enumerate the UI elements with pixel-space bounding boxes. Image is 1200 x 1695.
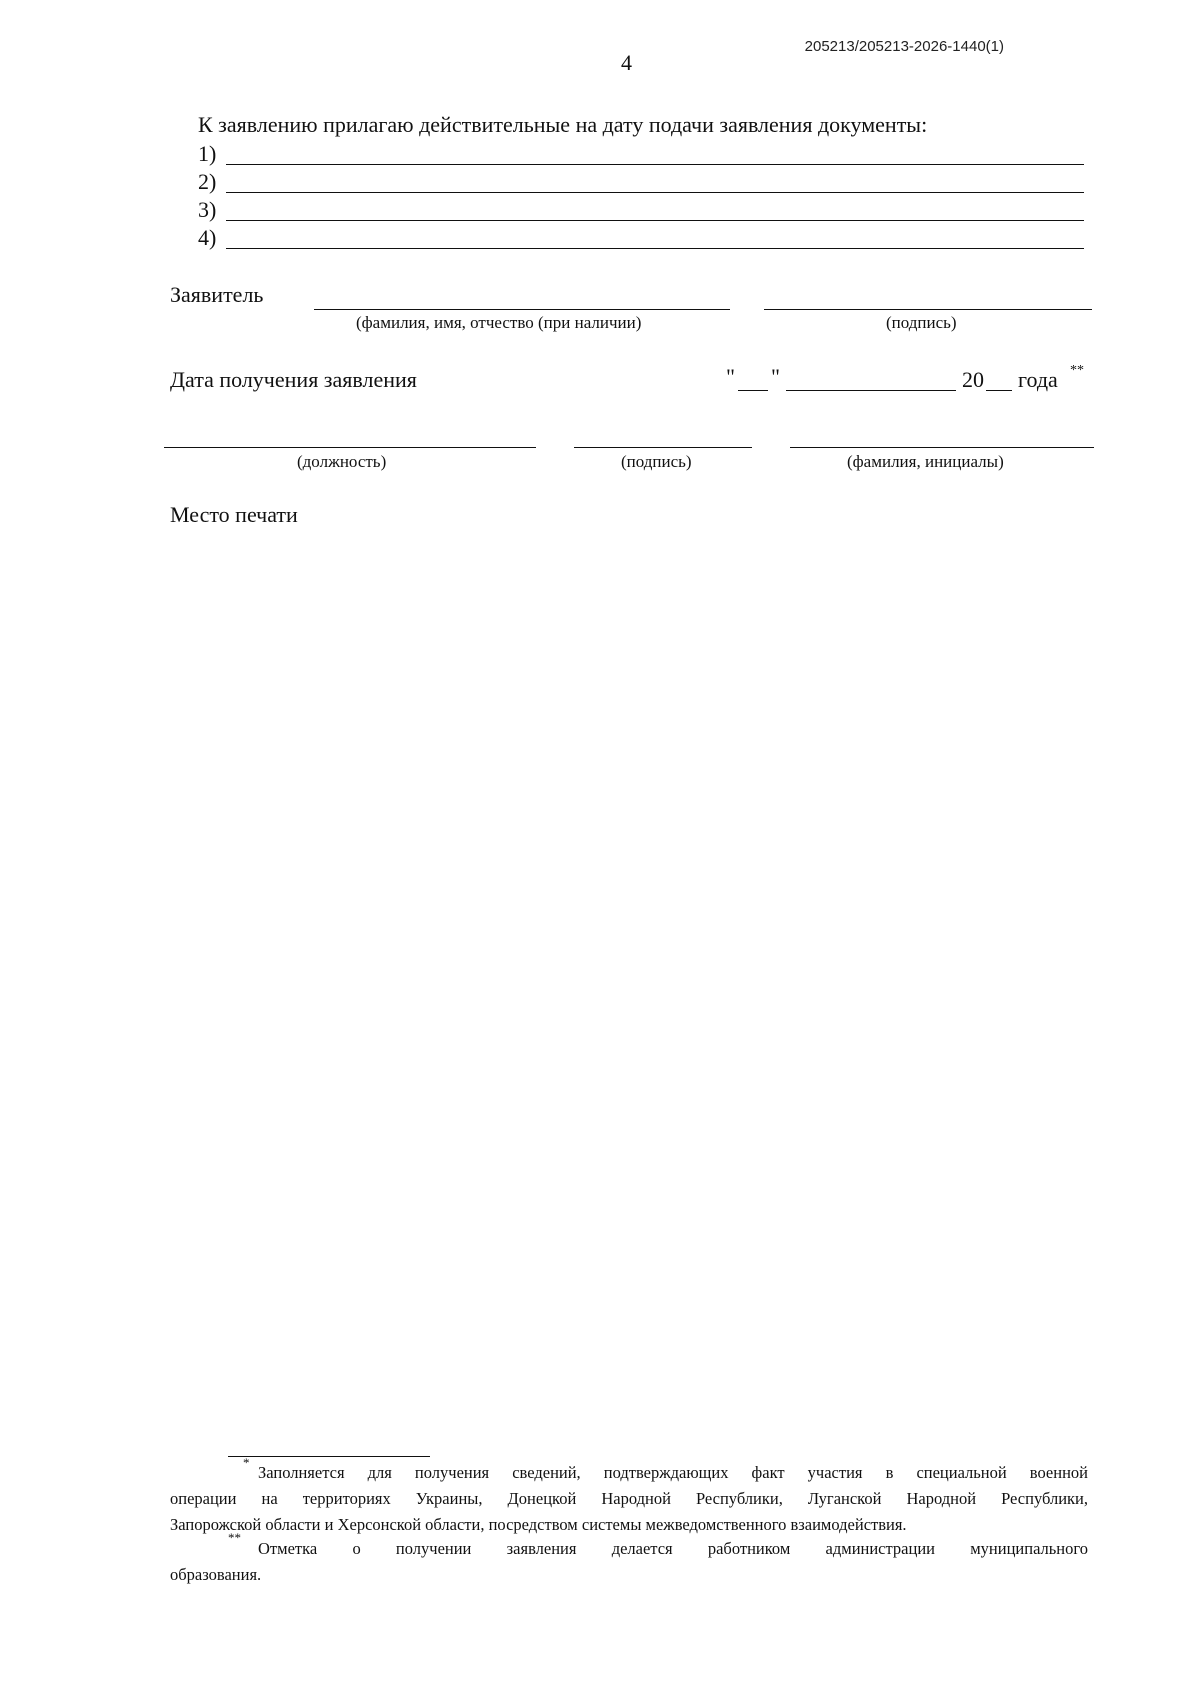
stamp-place-label: Место печати (170, 502, 298, 527)
attachment-line[interactable] (226, 192, 1084, 193)
year-line[interactable] (986, 390, 1012, 391)
attachment-number: 3) (198, 197, 217, 222)
applicant-name-line[interactable] (314, 309, 730, 310)
applicant-name-caption: (фамилия, имя, отчество (при наличии) (356, 313, 642, 332)
quote-open: " (726, 364, 735, 389)
official-name-line[interactable] (790, 447, 1094, 448)
attachment-number: 4) (198, 225, 217, 250)
official-signature-line[interactable] (574, 447, 752, 448)
attachment-line[interactable] (226, 164, 1084, 165)
attachment-line[interactable] (226, 248, 1084, 249)
attachment-number: 1) (198, 141, 217, 166)
footnote-1-line-3: Запорожской области и Херсонской области, посредством системы межведомственного взаимодействия. (170, 1515, 907, 1534)
footnote-2-line-2: образования. (170, 1565, 262, 1584)
footnote-marker-2-bottom: ** (228, 1530, 241, 1545)
attachment-number: 2) (198, 169, 217, 194)
footnote-2-line-1: Отметка о получении заявления делается работником администрации муниципального (258, 1539, 1088, 1558)
document-id: 205213/205213-2026-1440(1) (804, 38, 1004, 55)
footnote-separator (228, 1456, 430, 1457)
official-name-caption: (фамилия, инициалы) (847, 452, 1004, 471)
applicant-signature-line[interactable] (764, 309, 1092, 310)
attachments-intro: К заявлению прилагаю действительные на дату подачи заявления документы: (198, 112, 928, 137)
position-caption: (должность) (297, 452, 387, 471)
footnote-1-line-1: Заполняется для получения сведений, подтверждающих факт участия в специальной военной (258, 1463, 1088, 1482)
footnote-marker-1: * (243, 1455, 250, 1470)
official-signature-caption: (подпись) (621, 452, 692, 471)
year-prefix: 20 (962, 367, 984, 392)
footnote-marker-2: ** (1070, 363, 1084, 378)
page-number: 4 (621, 50, 632, 75)
applicant-signature-caption: (подпись) (886, 313, 957, 332)
quote-close: " (771, 364, 780, 389)
receipt-date-label: Дата получения заявления (170, 367, 417, 392)
applicant-label: Заявитель (170, 282, 264, 307)
footnote-1-line-2: операции на территориях Украины, Донецкой Народной Республики, Луганской Народной Республики, (170, 1489, 1088, 1508)
attachment-line[interactable] (226, 220, 1084, 221)
year-suffix: года (1018, 367, 1058, 392)
month-line[interactable] (786, 390, 956, 391)
day-line[interactable] (738, 390, 768, 391)
position-line[interactable] (164, 447, 536, 448)
